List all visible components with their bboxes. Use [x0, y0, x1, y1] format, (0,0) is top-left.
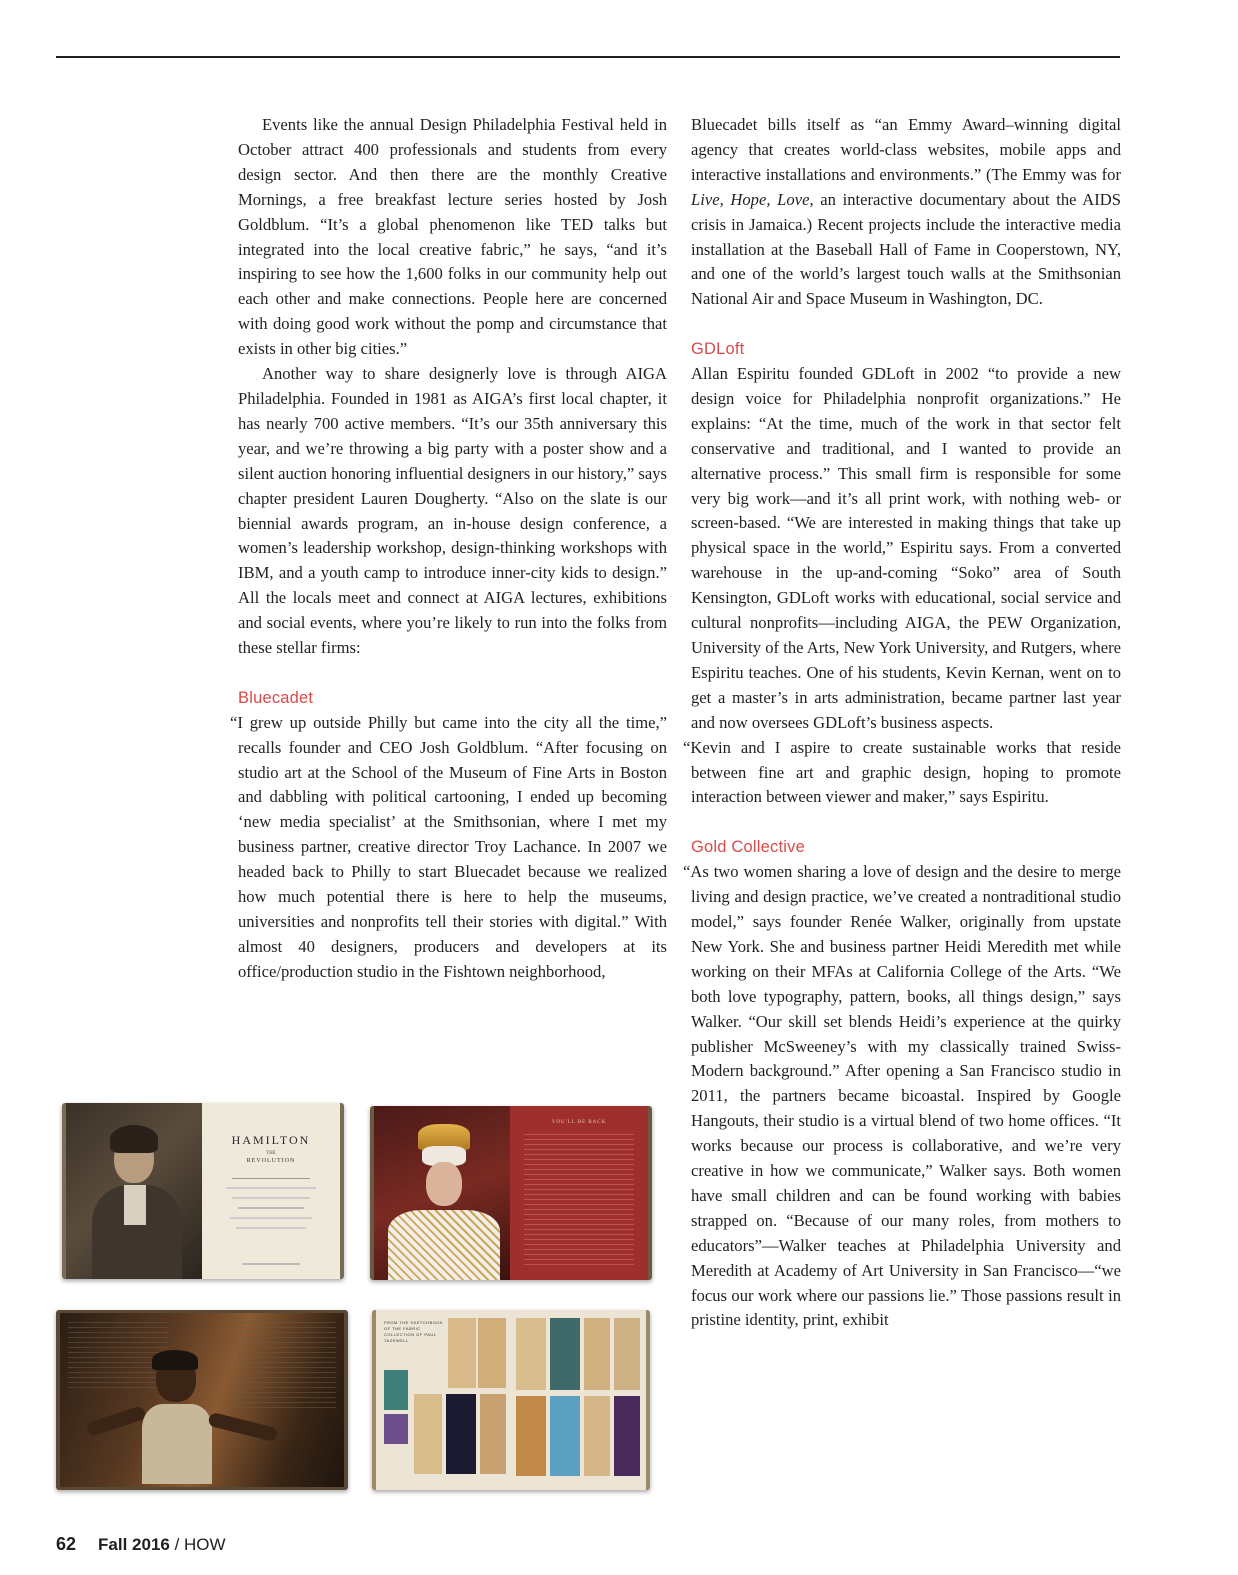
section-heading-gdloft: GDLoft	[691, 340, 745, 359]
italic-title: Live, Hope, Love	[691, 189, 810, 209]
issue-label: Fall 2016	[98, 1535, 170, 1554]
book-subtitle: THE	[266, 1151, 276, 1156]
book-subtitle: REVOLUTION	[246, 1158, 296, 1164]
page-footer	[56, 1534, 226, 1555]
body-paragraph: Allan Espiritu founded GDLoft in 2002 “to provide a new design voice for Philadelphia nonprofit organizations.” He explains: “At the time, much of the work in that sector felt conservative and traditional, and I wanted to provide an alternative process.” This small firm is responsible for some very big work—and it’s all print work, with nothing web- or screen-based. “We are interested in making things that take up physical space in the world,” Espiritu says. From a converted warehouse in the up-and-coming “Soko” area of South Kensington, GDLoft works with educational, social service and cultural nonprofits—including AIGA, the PEW Organization, University of the Arts, New York University, and Rutgers, where Espiritu teaches. One of his students, Kevin Kernan, went on to get a master’s in arts administration, became partner last year and now oversees GDLoft’s business aspects.	[691, 364, 1121, 732]
footer-separator: /	[169, 1535, 185, 1554]
page-number: 62	[56, 1534, 77, 1554]
section-heading-bluecadet: Bluecadet	[238, 688, 314, 707]
body-paragraph: “As two women sharing a love of design and the desire to merge living and design practice, we’ve created a nontraditional studio model,” says founder Renée Walker, originally from upstate New York. She and business partner Heidi Meredith met while working on their MFAs at California College of the Arts. “We both love typography, pattern, books, all things design,” says Walker. “Our skill set blends Heidi’s experience at the quirky publisher McSweeney’s with my classically trained Swiss-Modern background.” After opening a San Francisco studio in 2011, the partners became bicoastal. Inspired by Google Hangouts, their studio is a virtual blend of two home offices. “It works because our process is collaborative, and we’re very creative in how we communicate,” Walker says. Both women have small children and can be found working with babies strapped on. “Because of our many roles, from mothers to educators”—Walker teaches at Philadelphia University and Meredith at Academy of Art University in San Francisco—“we focus our work where our passions lie.” Those passions result in pristine identity, print, exhibit	[683, 862, 1121, 1330]
body-paragraph: “I grew up outside Philly but came into the city all the time,” recalls founder and CEO Josh Goldblum. “After focusing on studio art at the School of the Museum of Fine Arts in Boston and dabbling with political cartooning, I ended up becoming ‘new media specialist’ at the Smithsonian, where I met my business partner, creative director Troy Lachance. In 2007 we headed back to Philly to start Bluecadet because we realized how much potential there is here to help the museums, universities and nonprofits tell their stories with digital.” With almost 40 designers, producers and developers at its office/production studio in the Fishtown neighborhood,	[230, 712, 667, 981]
page-header: FROM THE SKETCHBOOK OF THE FABRIC COLLECTION OF PAUL TAZEWELL	[384, 1320, 444, 1343]
photo-hamilton-book-title	[62, 1103, 344, 1279]
body-paragraph: Events like the annual Design Philadelphia Festival held in October attract 400 professionals and students from every design sector. And then there are the monthly Creative Mornings, a free breakfast lecture series hosted by Josh Goldblum. “It’s a global phenomenon like TED talks but integrated into the local creative fabric,” he says, “and it’s inspiring to see how the 1,600 folks in our community help out each other and make connections. People here are concerned with doing good work without the pomp and circumstance that exists in other big cities.”	[238, 115, 667, 359]
book-title: HAMILTON	[231, 1133, 311, 1147]
photo-hamilton-book-performer	[56, 1310, 348, 1490]
section-heading-gold-collective: Gold Collective	[691, 838, 805, 857]
photo-hamilton-book-king	[370, 1106, 652, 1280]
photo-hamilton-book-sketchbook	[372, 1310, 650, 1490]
body-paragraph: Bluecadet bills itself as “an Emmy Award–winning digital agency that creates world-class websites, mobile apps and interactive installations and environments.” (The Emmy was for Live, Hope, Love, an interactive documentary about the AIDS crisis in Jamaica.) Recent projects include the interactive media installation at the Baseball Hall of Fame in Cooperstown, NY, and one of the world’s largest touch walls at the Smithsonian National Air and Space Museum in Washington, DC.	[691, 115, 1121, 309]
body-paragraph: “Kevin and I aspire to create sustainable works that reside between fine art and graphic design, hoping to promote interaction between viewer and maker,” says Espiritu.	[683, 737, 1121, 807]
magazine-name: HOW	[184, 1535, 226, 1554]
body-paragraph: Another way to share designerly love is through AIGA Philadelphia. Founded in 1981 as AIGA’s first local chapter, it has nearly 700 active members. “It’s our 35th anniversary this year, and we’re throwing a big party with a poster show and a silent auction honoring influential designers in our history,” says chapter president Lauren Dougherty. “Also on the slate is our biennial awards program, an in-house design conference, a women’s leadership workshop, design-thinking workshops with IBM, and a youth camp to introduce inner-city kids to design.” All the locals meet and connect at AIGA lectures, exhibitions and social events, where you’re likely to run into the folks from these stellar firms:	[238, 364, 667, 658]
left-column	[230, 113, 667, 985]
header-rule	[56, 56, 1120, 58]
right-column	[683, 113, 1121, 1333]
page-header: YOU'LL BE BACK	[551, 1120, 607, 1125]
